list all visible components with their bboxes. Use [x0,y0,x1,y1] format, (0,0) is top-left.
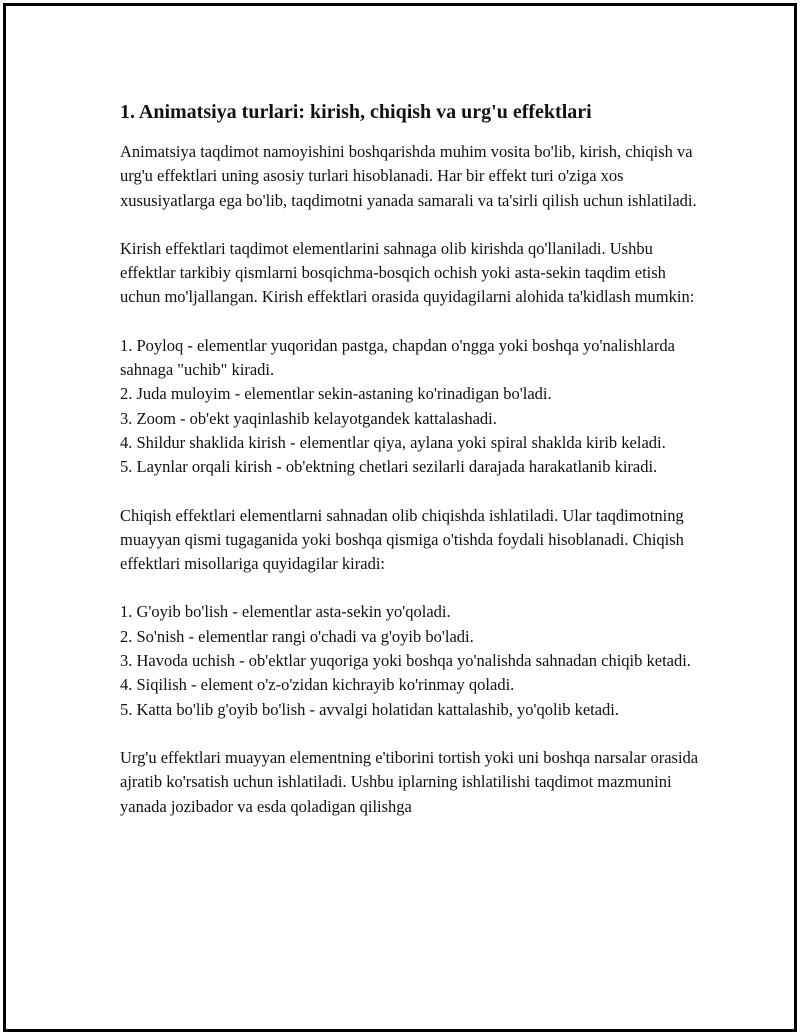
list-item: 4. Siqilish - element o'z-o'zidan kichrayib ko'rinmay qoladi. [120,675,515,695]
list-item: 2. Juda muloyim - elementlar sekin-astaning ko'rinadigan bo'ladi. [120,384,552,404]
page-frame [3,3,797,1032]
list-item: 1. G'oyib bo'lish - elementlar asta-sekin yo'qoladi. [120,602,451,622]
intro-paragraph: Animatsiya taqdimot namoyishini boshqarishda muhim vosita bo'lib, kirish, chiqish va urg'u effektlari uning asosiy turlari hisoblanadi. Har bir effekt turi o'ziga xos xususiyatlarga ega bo'lib, taqdimotni yanada samarali va ta'sirli qilish uchun ishlatiladi. [120,142,697,210]
section-heading: 1. Animatsiya turlari: kirish, chiqish va urg'u effektlari [120,101,592,123]
list-item: 3. Havoda uchish - ob'ektlar yuqoriga yoki boshqa yo'nalishda sahnadan chiqib ketadi. [120,651,691,671]
list-item: 4. Shildur shaklida kirish - elementlar qiya, aylana yoki spiral shaklda kirib keladi. [120,432,666,452]
list-item: 3. Zoom - ob'ekt yaqinlashib kelayotgandek kattalashadi. [120,408,497,428]
exit-paragraph: Chiqish effektlari elementlarni sahnadan olib chiqishda ishlatiladi. Ular taqdimotning muayyan qismi tugaganida yoki boshqa qismiga o'tishda foydali hisoblanadi. Chiqish effektlari misollariga quyidagilar kiradi: [120,505,684,574]
list-item: 5. Katta bo'lib g'oyib bo'lish - avvalgi holatidan kattalashib, yo'qolib ketadi. [120,699,620,719]
list-item: 2. So'nish - elementlar rangi o'chadi va g'oyib bo'ladi. [120,626,474,646]
list-item: 5. Laynlar orqali kirish - ob'ektning chetlari sezilarli darajada harakatlanib kiradi. [120,457,658,477]
list-item: 1. Poyloq - elementlar yuqoridan pastga, chapdan o'ngga yoki boshqa yo'nalishlarda sahnaga "uchib" kiradi. [120,335,675,380]
document-body [120,98,700,843]
exit-list [120,600,700,721]
emphasis-paragraph: Urg'u effektlari muayyan elementning e'tiborini tortish yoki uni boshqa narsalar orasida ajratib ko'rsatish uchun ishlatiladi. Ushbu iplarning ishlatilishi taqdimot mazmunini yanada jozibador va esda qoladigan qilishga [120,747,699,816]
entrance-list [120,334,700,480]
entrance-paragraph: Kirish effektlari taqdimot elementlarini sahnaga olib kirishda qo'llaniladi. Ushbu effektlar tarkibiy qismlarni bosqichma-bosqich ochish yoki asta-sekin taqdim etish uchun mo'ljallangan. Kirish effektlari orasida quyidagilarni alohida ta'kidlash mumkin: [120,238,695,307]
